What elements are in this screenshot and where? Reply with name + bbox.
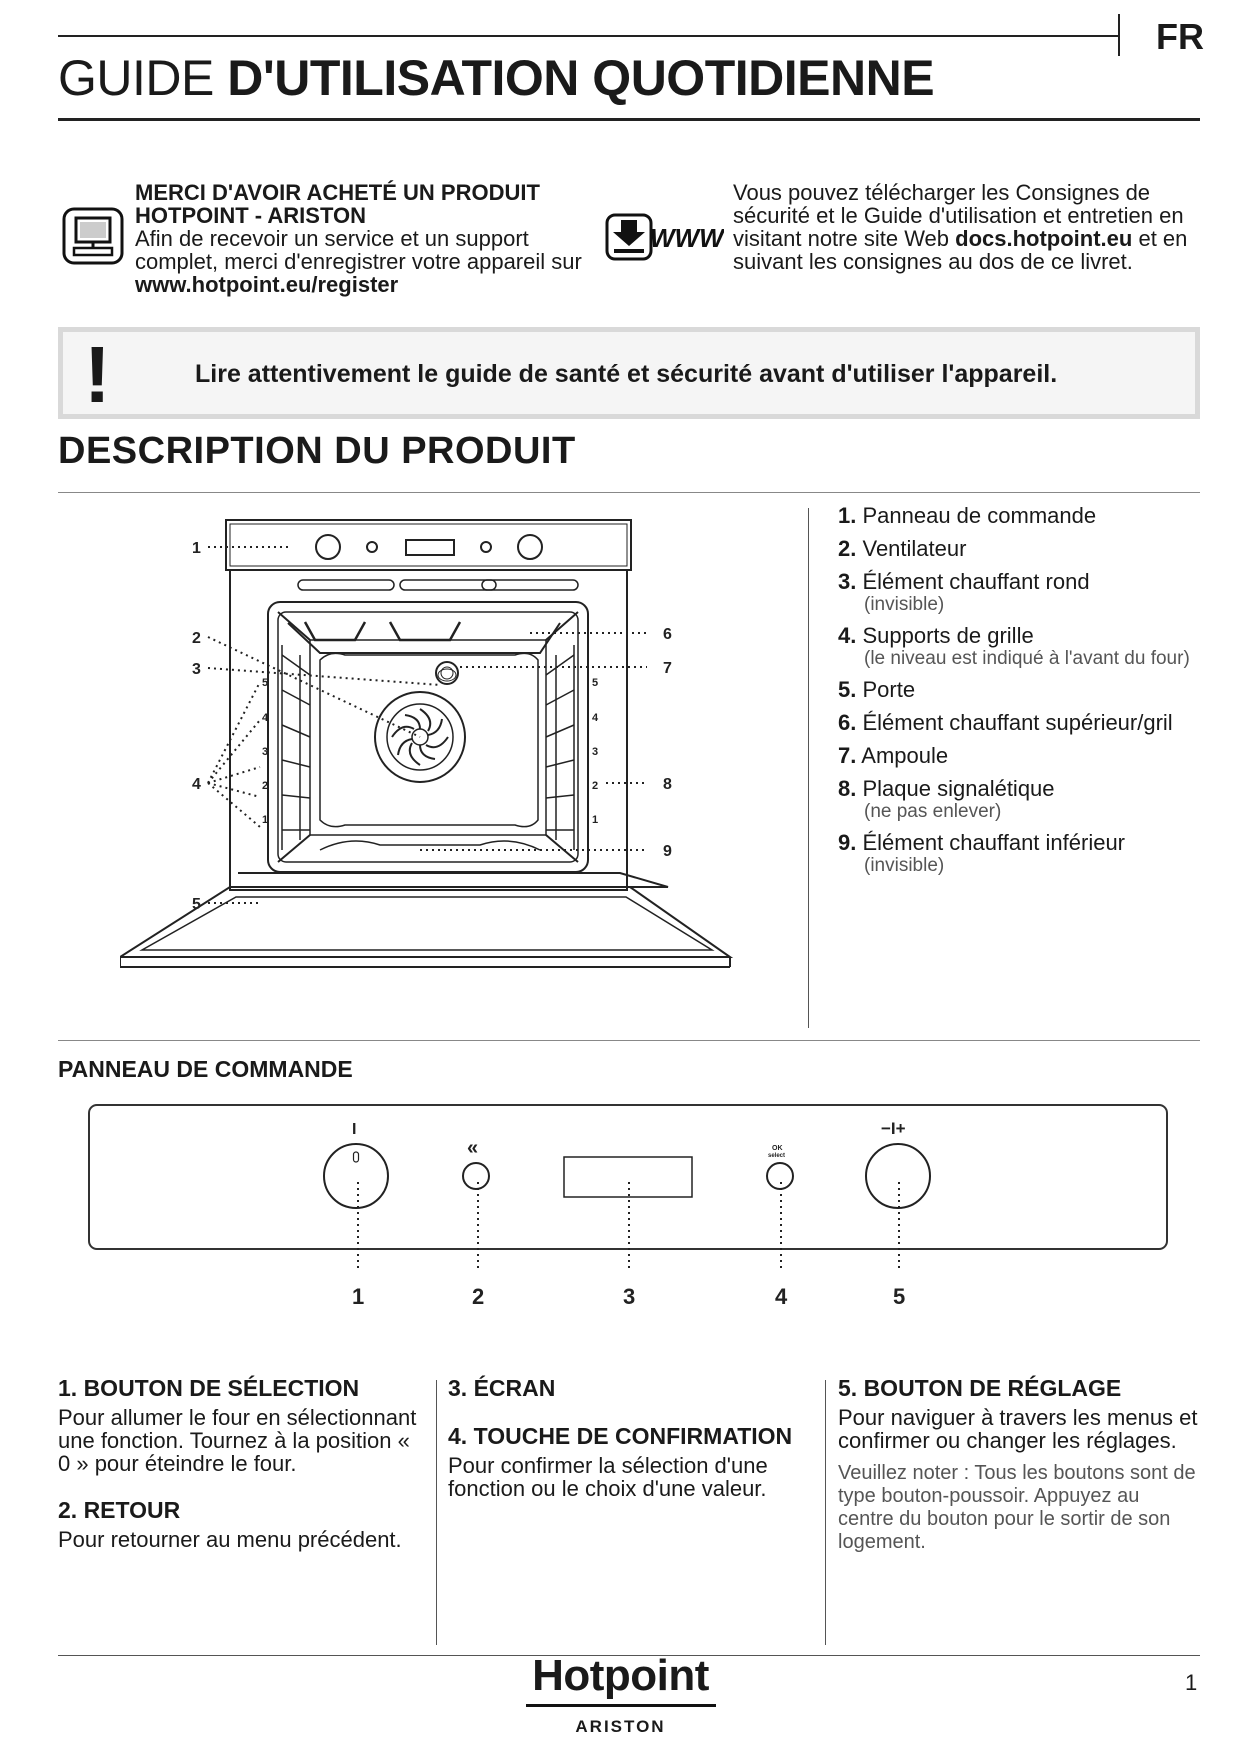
oven-bottom-element (320, 841, 540, 850)
part-label: Supports de grille (862, 623, 1034, 648)
column-divider (808, 508, 809, 1028)
register-text (135, 181, 590, 296)
description-col-3 (838, 1375, 1200, 1576)
oven-right-rack (546, 645, 574, 850)
header-bottom-rule (58, 118, 1200, 121)
adjust-heading: 5. BOUTON DE RÉGLAGE (838, 1375, 1122, 1401)
part-item (838, 624, 1208, 669)
oven-selector-knob (316, 535, 340, 559)
register-heading-1: MERCI D'AVOIR ACHETÉ UN PRODUIT (135, 180, 540, 205)
oven-adjust-knob (518, 535, 542, 559)
back-heading: 2. RETOUR (58, 1497, 181, 1523)
left-level-5: 5 (262, 677, 269, 689)
right-level-5: 5 (592, 677, 599, 689)
oven-display (406, 540, 454, 555)
title-bold-part: D'UTILISATION QUOTIDIENNE (227, 50, 935, 106)
warning-text: Lire attentivement le guide de santé et sécurité avant d'utiliser l'appareil. (195, 360, 1058, 388)
part-label: Élément chauffant supérieur/gril (862, 710, 1173, 735)
leader-4d (208, 783, 260, 797)
callout-8: 8 (663, 776, 672, 793)
back-text: Pour retourner au menu précédent. (58, 1527, 402, 1552)
selector-knob (324, 1144, 388, 1208)
register-link[interactable]: www.hotpoint.eu/register (135, 272, 399, 297)
callout-4: 4 (192, 776, 201, 793)
part-note: (ne pas enlever) (864, 801, 1002, 822)
col-divider-2 (825, 1380, 826, 1645)
callout-1: 1 (192, 540, 201, 557)
right-level-3: 3 (592, 746, 599, 758)
sub-brand-name: ARISTON (575, 1717, 666, 1736)
panel-outline (89, 1105, 1167, 1249)
brand-name: Hotpoint (532, 1651, 709, 1700)
right-level-4: 4 (592, 712, 599, 724)
page-title (58, 48, 934, 108)
header-top-rule (58, 35, 1118, 37)
selector-heading: 1. BOUTON DE SÉLECTION (58, 1375, 360, 1401)
right-level-2: 2 (592, 780, 599, 792)
part-item (838, 570, 1208, 615)
part-label: Ampoule (861, 743, 949, 768)
part-item (838, 537, 1208, 561)
callout-9: 9 (663, 843, 672, 860)
adjust-text: Pour naviguer à travers les menus et confirmer ou changer les réglages. (838, 1405, 1198, 1453)
part-num: 7. (838, 743, 857, 768)
panel-marker-4: 4 (775, 1284, 788, 1309)
register-body: Afin de recevoir un service et un support complet, merci d'enregistrer votre appareil sur (135, 226, 582, 274)
exclamation-icon: ! (84, 330, 111, 419)
oven-back-button (367, 542, 377, 552)
part-item (838, 711, 1208, 735)
oven-diagram (120, 505, 760, 995)
page-number: 1 (1185, 1670, 1198, 1695)
section-rule (58, 492, 1200, 493)
adjust-note: Veuillez noter : Tous les boutons sont de type bouton-poussoir. Appuyez au centre du bouton pour le sortir de son logement. (838, 1462, 1196, 1553)
download-body-1: Vous pouvez télécharger les Consignes de sécurité et le Guide d'utilisation et entretien en visitant notre site Web (733, 180, 1184, 251)
part-item (838, 744, 1208, 768)
oven-left-rack (282, 645, 310, 850)
right-level-1: 1 (592, 814, 599, 826)
leader-4a (208, 682, 260, 783)
logo-bar (526, 1704, 716, 1707)
part-num: 3. (838, 569, 857, 594)
part-num: 8. (838, 776, 857, 801)
left-level-4: 4 (262, 712, 269, 724)
confirm-text: Pour confirmer la sélection d'une fonction ou le choix d'une valeur. (448, 1453, 768, 1501)
back-button (463, 1163, 489, 1189)
part-num: 4. (838, 623, 857, 648)
control-panel-diagram (88, 1104, 1168, 1319)
oven-top-grill-element (288, 623, 560, 653)
display-screen (564, 1157, 692, 1197)
part-num: 6. (838, 710, 857, 735)
description-col-2 (448, 1375, 818, 1522)
control-panel-title: PANNEAU DE COMMANDE (58, 1056, 353, 1082)
part-item (838, 504, 1208, 528)
adjust-knob (866, 1144, 930, 1208)
confirm-heading: 4. TOUCHE DE CONFIRMATION (448, 1423, 793, 1449)
callout-7: 7 (663, 660, 672, 677)
title-light-part: GUIDE (58, 50, 228, 106)
part-label: Ventilateur (862, 536, 967, 561)
part-label: Panneau de commande (862, 503, 1097, 528)
part-item (838, 777, 1208, 822)
back-symbol: « (467, 1137, 479, 1159)
part-num: 9. (838, 830, 857, 855)
panel-marker-5: 5 (893, 1284, 906, 1309)
control-panel-rule (58, 1040, 1200, 1041)
part-note: (invisible) (864, 855, 945, 876)
part-note: (le niveau est indiqué à l'avant du four) (864, 648, 1190, 669)
oven-control-strip (226, 520, 631, 570)
download-www-icon (604, 212, 724, 267)
docs-link[interactable]: docs.hotpoint.eu (955, 226, 1133, 251)
part-label: Plaque signalétique (862, 776, 1055, 801)
callout-3: 3 (192, 661, 201, 678)
adjust-symbol: −I+ (881, 1119, 906, 1138)
screen-heading: 3. ÉCRAN (448, 1375, 556, 1401)
callout-2: 2 (192, 630, 201, 647)
oven-ok-button (481, 542, 491, 552)
part-num: 5. (838, 677, 857, 702)
product-description-title: DESCRIPTION DU PRODUIT (58, 430, 576, 472)
part-item (838, 678, 1208, 702)
description-col-1 (58, 1375, 428, 1573)
computer-icon (62, 207, 124, 270)
col-divider-1 (436, 1380, 437, 1645)
part-item (838, 831, 1208, 876)
part-label: Porte (862, 677, 916, 702)
download-text (733, 181, 1203, 273)
leader-4c (208, 767, 260, 783)
left-level-2: 2 (262, 780, 269, 792)
select-symbol: select (768, 1153, 786, 1159)
panel-marker-3: 3 (623, 1284, 636, 1309)
panel-marker-1: 1 (352, 1284, 365, 1309)
part-note: (invisible) (864, 594, 945, 615)
leader-3 (208, 668, 440, 685)
part-num: 1. (838, 503, 857, 528)
leader-4e (208, 783, 260, 827)
part-label: Élément chauffant rond (862, 569, 1090, 594)
left-level-3: 3 (262, 746, 269, 758)
selector-text: Pour allumer le four en sélectionnant une fonction. Tournez à la position « 0 » pour éteindre le four. (58, 1405, 417, 1476)
left-level-1: 1 (262, 814, 269, 826)
part-label: Élément chauffant inférieur (862, 830, 1126, 855)
ok-button (767, 1163, 793, 1189)
ok-symbol: OK (772, 1145, 783, 1152)
callout-6: 6 (663, 626, 672, 643)
language-code: FR (1156, 16, 1204, 57)
leader-4b (208, 720, 260, 783)
part-num: 2. (838, 536, 857, 561)
callout-5: 5 (192, 896, 201, 913)
download-body-2: et en suivant les consignes au dos de ce livret. (733, 226, 1188, 274)
power-symbol: I (352, 1121, 357, 1138)
oven-control-strip-inner (230, 524, 627, 566)
register-heading-2: HOTPOINT - ARISTON (135, 203, 366, 228)
header-tick (1118, 14, 1120, 56)
panel-marker-2: 2 (472, 1284, 485, 1309)
www-text: WWW (650, 223, 724, 253)
hotpoint-logo (0, 1652, 1241, 1737)
parts-list (838, 504, 1208, 885)
